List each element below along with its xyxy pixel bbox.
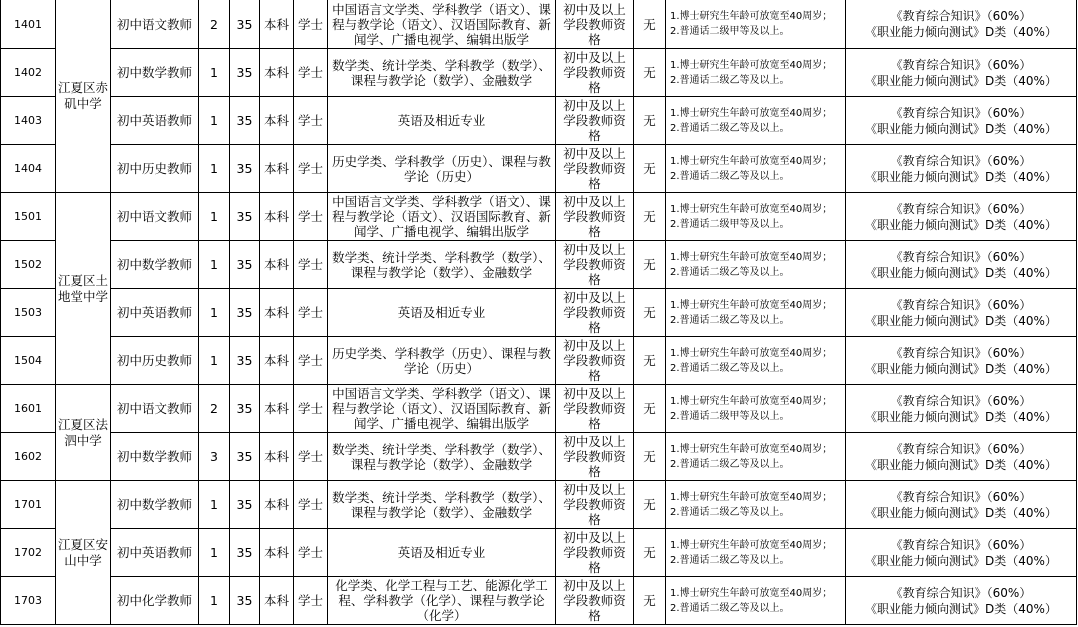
major-requirement: 英语及相近专业: [328, 289, 556, 337]
note-line: 2.普通话二级乙等及以上。: [670, 602, 790, 614]
position-name: 初中语文教师: [111, 193, 199, 241]
table-body: [1, 0, 1077, 625]
notes: [666, 49, 846, 97]
hire-count: 1: [199, 337, 230, 385]
degree: 学士: [294, 49, 328, 97]
age-limit: 35: [230, 577, 260, 625]
table-row: [1, 0, 1077, 49]
other-requirement: 无: [634, 241, 666, 289]
exam-line: 《教育综合知识》（60%）: [890, 249, 1032, 264]
education: 本科: [260, 97, 294, 145]
hire-count: 1: [199, 577, 230, 625]
table-row: [1, 481, 1077, 529]
exam-subjects: [846, 97, 1077, 145]
note-line: 2.普通话二级乙等及以上。: [670, 74, 790, 86]
other-requirement: 无: [634, 433, 666, 481]
exam-line: 《职业能力倾向测试》D类（40%）: [865, 121, 1057, 136]
other-requirement: 无: [634, 385, 666, 433]
position-name: 初中英语教师: [111, 289, 199, 337]
exam-line: 《教育综合知识》（60%）: [890, 153, 1032, 168]
exam-line: 《教育综合知识》（60%）: [890, 393, 1032, 408]
notes: [666, 529, 846, 577]
note-line: 1.博士研究生年龄可放宽至40周岁；: [670, 443, 833, 455]
major-requirement: 化学类、化学工程与工艺、能源化学工程、学科教学（化学）、课程与教学论（化学）: [328, 577, 556, 625]
note-line: 1.博士研究生年龄可放宽至40周岁；: [670, 539, 833, 551]
note-line: 1.博士研究生年龄可放宽至40周岁；: [670, 155, 833, 167]
note-line: 1.博士研究生年龄可放宽至40周岁；: [670, 203, 833, 215]
other-requirement: 无: [634, 97, 666, 145]
age-limit: 35: [230, 289, 260, 337]
degree: 学士: [294, 241, 328, 289]
position-code: 1402: [1, 49, 56, 97]
table-row: [1, 529, 1077, 577]
age-limit: 35: [230, 97, 260, 145]
exam-line: 《教育综合知识》（60%）: [890, 57, 1032, 72]
hire-count: 1: [199, 289, 230, 337]
major-requirement: 数学类、统计学类、学科教学（数学）、课程与教学论（数学）、金融数学: [328, 49, 556, 97]
education: 本科: [260, 529, 294, 577]
exam-line: 《职业能力倾向测试》D类（40%）: [865, 505, 1057, 520]
degree: 学士: [294, 481, 328, 529]
position-name: 初中英语教师: [111, 97, 199, 145]
teacher-qualification: 初中及以上学段教师资格: [556, 145, 634, 193]
notes: [666, 0, 846, 49]
employer-unit: 江夏区土地堂中学: [56, 193, 111, 385]
note-line: 2.普通话二级甲等及以上。: [670, 218, 790, 230]
exam-line: 《职业能力倾向测试》D类（40%）: [865, 73, 1057, 88]
position-name: 初中数学教师: [111, 433, 199, 481]
exam-line: 《教育综合知识》（60%）: [890, 585, 1032, 600]
table-row: [1, 433, 1077, 481]
exam-line: 《教育综合知识》（60%）: [890, 9, 1032, 23]
hire-count: 1: [199, 97, 230, 145]
education: 本科: [260, 145, 294, 193]
teacher-qualification: 初中及以上学段教师资格: [556, 577, 634, 625]
position-name: 初中语文教师: [111, 385, 199, 433]
exam-subjects: [846, 145, 1077, 193]
degree: 学士: [294, 145, 328, 193]
teacher-qualification: 初中及以上学段教师资格: [556, 97, 634, 145]
note-line: 2.普通话二级乙等及以上。: [670, 554, 790, 566]
degree: 学士: [294, 337, 328, 385]
degree: 学士: [294, 193, 328, 241]
exam-subjects: [846, 193, 1077, 241]
major-requirement: 中国语言文学类、学科教学（语文）、课程与教学论（语文）、汉语国际教育、新闻学、广播电视学、编辑出版学: [328, 193, 556, 241]
exam-line: 《职业能力倾向测试》D类（40%）: [865, 217, 1057, 232]
position-code: 1501: [1, 193, 56, 241]
exam-line: 《职业能力倾向测试》D类（40%）: [865, 169, 1057, 184]
major-requirement: 中国语言文学类、学科教学（语文）、课程与教学论（语文）、汉语国际教育、新闻学、广播电视学、编辑出版学: [328, 385, 556, 433]
exam-subjects: [846, 49, 1077, 97]
education: 本科: [260, 49, 294, 97]
exam-line: 《职业能力倾向测试》D类（40%）: [865, 457, 1057, 472]
notes: [666, 337, 846, 385]
teacher-qualification: 初中及以上学段教师资格: [556, 337, 634, 385]
note-line: 2.普通话二级甲等及以上。: [670, 26, 790, 37]
teacher-qualification: 初中及以上学段教师资格: [556, 289, 634, 337]
other-requirement: 无: [634, 481, 666, 529]
table-row: [1, 145, 1077, 193]
exam-line: 《教育综合知识》（60%）: [890, 489, 1032, 504]
exam-subjects: [846, 529, 1077, 577]
major-requirement: 中国语言文学类、学科教学（语文）、课程与教学论（语文）、汉语国际教育、新闻学、广播电视学、编辑出版学: [328, 0, 556, 49]
age-limit: 35: [230, 0, 260, 49]
other-requirement: 无: [634, 49, 666, 97]
position-name: 初中数学教师: [111, 49, 199, 97]
other-requirement: 无: [634, 529, 666, 577]
hire-count: 1: [199, 145, 230, 193]
other-requirement: 无: [634, 0, 666, 49]
age-limit: 35: [230, 49, 260, 97]
teacher-qualification: 初中及以上学段教师资格: [556, 529, 634, 577]
notes: [666, 385, 846, 433]
exam-line: 《职业能力倾向测试》D类（40%）: [865, 601, 1057, 616]
degree: 学士: [294, 385, 328, 433]
notes: [666, 241, 846, 289]
other-requirement: 无: [634, 337, 666, 385]
exam-line: 《职业能力倾向测试》D类（40%）: [865, 361, 1057, 376]
exam-subjects: [846, 481, 1077, 529]
teacher-qualification: 初中及以上学段教师资格: [556, 193, 634, 241]
education: 本科: [260, 289, 294, 337]
major-requirement: 英语及相近专业: [328, 529, 556, 577]
position-code: 1504: [1, 337, 56, 385]
exam-line: 《职业能力倾向测试》D类（40%）: [865, 25, 1057, 39]
position-code: 1702: [1, 529, 56, 577]
other-requirement: 无: [634, 193, 666, 241]
exam-subjects: [846, 241, 1077, 289]
note-line: 1.博士研究生年龄可放宽至40周岁；: [670, 299, 833, 311]
degree: 学士: [294, 433, 328, 481]
note-line: 1.博士研究生年龄可放宽至40周岁；: [670, 59, 833, 71]
hire-count: 1: [199, 241, 230, 289]
notes: [666, 193, 846, 241]
exam-subjects: [846, 0, 1077, 49]
position-name: 初中英语教师: [111, 529, 199, 577]
position-code: 1703: [1, 577, 56, 625]
hire-count: 1: [199, 529, 230, 577]
note-line: 2.普通话二级甲等及以上。: [670, 410, 790, 422]
position-code: 1503: [1, 289, 56, 337]
table-row: [1, 97, 1077, 145]
note-line: 1.博士研究生年龄可放宽至40周岁；: [670, 491, 833, 503]
age-limit: 35: [230, 193, 260, 241]
hire-count: 2: [199, 385, 230, 433]
exam-line: 《教育综合知识》（60%）: [890, 345, 1032, 360]
position-code: 1602: [1, 433, 56, 481]
position-name: 初中语文教师: [111, 0, 199, 49]
position-name: 初中化学教师: [111, 577, 199, 625]
age-limit: 35: [230, 433, 260, 481]
note-line: 2.普通话二级乙等及以上。: [670, 458, 790, 470]
other-requirement: 无: [634, 289, 666, 337]
exam-line: 《教育综合知识》（60%）: [890, 297, 1032, 312]
age-limit: 35: [230, 241, 260, 289]
table-row: [1, 241, 1077, 289]
position-code: 1401: [1, 0, 56, 49]
position-name: 初中数学教师: [111, 481, 199, 529]
age-limit: 35: [230, 385, 260, 433]
major-requirement: 历史学类、学科教学（历史）、课程与教学论（历史）: [328, 337, 556, 385]
notes: [666, 481, 846, 529]
exam-subjects: [846, 337, 1077, 385]
education: 本科: [260, 0, 294, 49]
hire-count: 1: [199, 481, 230, 529]
notes: [666, 289, 846, 337]
education: 本科: [260, 481, 294, 529]
position-name: 初中数学教师: [111, 241, 199, 289]
exam-line: 《教育综合知识》（60%）: [890, 441, 1032, 456]
teacher-qualification: 初中及以上学段教师资格: [556, 241, 634, 289]
education: 本科: [260, 193, 294, 241]
degree: 学士: [294, 529, 328, 577]
hire-count: 1: [199, 49, 230, 97]
teacher-qualification: 初中及以上学段教师资格: [556, 481, 634, 529]
education: 本科: [260, 241, 294, 289]
position-code: 1403: [1, 97, 56, 145]
degree: 学士: [294, 289, 328, 337]
teacher-qualification: 初中及以上学段教师资格: [556, 49, 634, 97]
position-code: 1404: [1, 145, 56, 193]
note-line: 2.普通话二级乙等及以上。: [670, 170, 790, 182]
note-line: 1.博士研究生年龄可放宽至40周岁；: [670, 107, 833, 119]
notes: [666, 433, 846, 481]
note-line: 2.普通话二级乙等及以上。: [670, 122, 790, 134]
table-row: [1, 385, 1077, 433]
exam-line: 《教育综合知识》（60%）: [890, 537, 1032, 552]
exam-line: 《职业能力倾向测试》D类（40%）: [865, 265, 1057, 280]
education: 本科: [260, 433, 294, 481]
exam-subjects: [846, 289, 1077, 337]
degree: 学士: [294, 0, 328, 49]
table-row: [1, 193, 1077, 241]
other-requirement: 无: [634, 577, 666, 625]
note-line: 2.普通话二级乙等及以上。: [670, 266, 790, 278]
exam-subjects: [846, 433, 1077, 481]
employer-unit: 江夏区法泗中学: [56, 385, 111, 481]
major-requirement: 数学类、统计学类、学科教学（数学）、课程与教学论（数学）、金融数学: [328, 241, 556, 289]
major-requirement: 英语及相近专业: [328, 97, 556, 145]
note-line: 2.普通话二级乙等及以上。: [670, 362, 790, 374]
exam-subjects: [846, 385, 1077, 433]
hire-count: 3: [199, 433, 230, 481]
table-row: [1, 337, 1077, 385]
hire-count: 1: [199, 193, 230, 241]
note-line: 1.博士研究生年龄可放宽至40周岁；: [670, 251, 833, 263]
teacher-qualification: 初中及以上学段教师资格: [556, 0, 634, 49]
employer-unit: 江夏区安山中学: [56, 481, 111, 625]
age-limit: 35: [230, 337, 260, 385]
exam-subjects: [846, 577, 1077, 625]
exam-line: 《教育综合知识》（60%）: [890, 105, 1032, 120]
employer-unit: 江夏区赤矶中学: [56, 0, 111, 193]
table-row: [1, 289, 1077, 337]
exam-line: 《职业能力倾向测试》D类（40%）: [865, 553, 1057, 568]
education: 本科: [260, 337, 294, 385]
major-requirement: 数学类、统计学类、学科教学（数学）、课程与教学论（数学）、金融数学: [328, 433, 556, 481]
degree: 学士: [294, 97, 328, 145]
position-code: 1601: [1, 385, 56, 433]
position-name: 初中历史教师: [111, 337, 199, 385]
note-line: 2.普通话二级乙等及以上。: [670, 506, 790, 518]
note-line: 2.普通话二级乙等及以上。: [670, 314, 790, 326]
major-requirement: 历史学类、学科教学（历史）、课程与教学论（历史）: [328, 145, 556, 193]
teacher-qualification: 初中及以上学段教师资格: [556, 433, 634, 481]
position-code: 1502: [1, 241, 56, 289]
note-line: 1.博士研究生年龄可放宽至40周岁；: [670, 11, 833, 22]
position-code: 1701: [1, 481, 56, 529]
age-limit: 35: [230, 529, 260, 577]
notes: [666, 97, 846, 145]
note-line: 1.博士研究生年龄可放宽至40周岁；: [670, 395, 833, 407]
note-line: 1.博士研究生年龄可放宽至40周岁；: [670, 347, 833, 359]
notes: [666, 577, 846, 625]
notes: [666, 145, 846, 193]
table-row: [1, 49, 1077, 97]
degree: 学士: [294, 577, 328, 625]
exam-line: 《职业能力倾向测试》D类（40%）: [865, 409, 1057, 424]
exam-line: 《教育综合知识》（60%）: [890, 201, 1032, 216]
table-row: [1, 577, 1077, 625]
note-line: 1.博士研究生年龄可放宽至40周岁；: [670, 587, 833, 599]
education: 本科: [260, 577, 294, 625]
age-limit: 35: [230, 145, 260, 193]
education: 本科: [260, 385, 294, 433]
hire-count: 2: [199, 0, 230, 49]
major-requirement: 数学类、统计学类、学科教学（数学）、课程与教学论（数学）、金融数学: [328, 481, 556, 529]
position-name: 初中历史教师: [111, 145, 199, 193]
age-limit: 35: [230, 481, 260, 529]
exam-line: 《职业能力倾向测试》D类（40%）: [865, 313, 1057, 328]
teacher-qualification: 初中及以上学段教师资格: [556, 385, 634, 433]
other-requirement: 无: [634, 145, 666, 193]
